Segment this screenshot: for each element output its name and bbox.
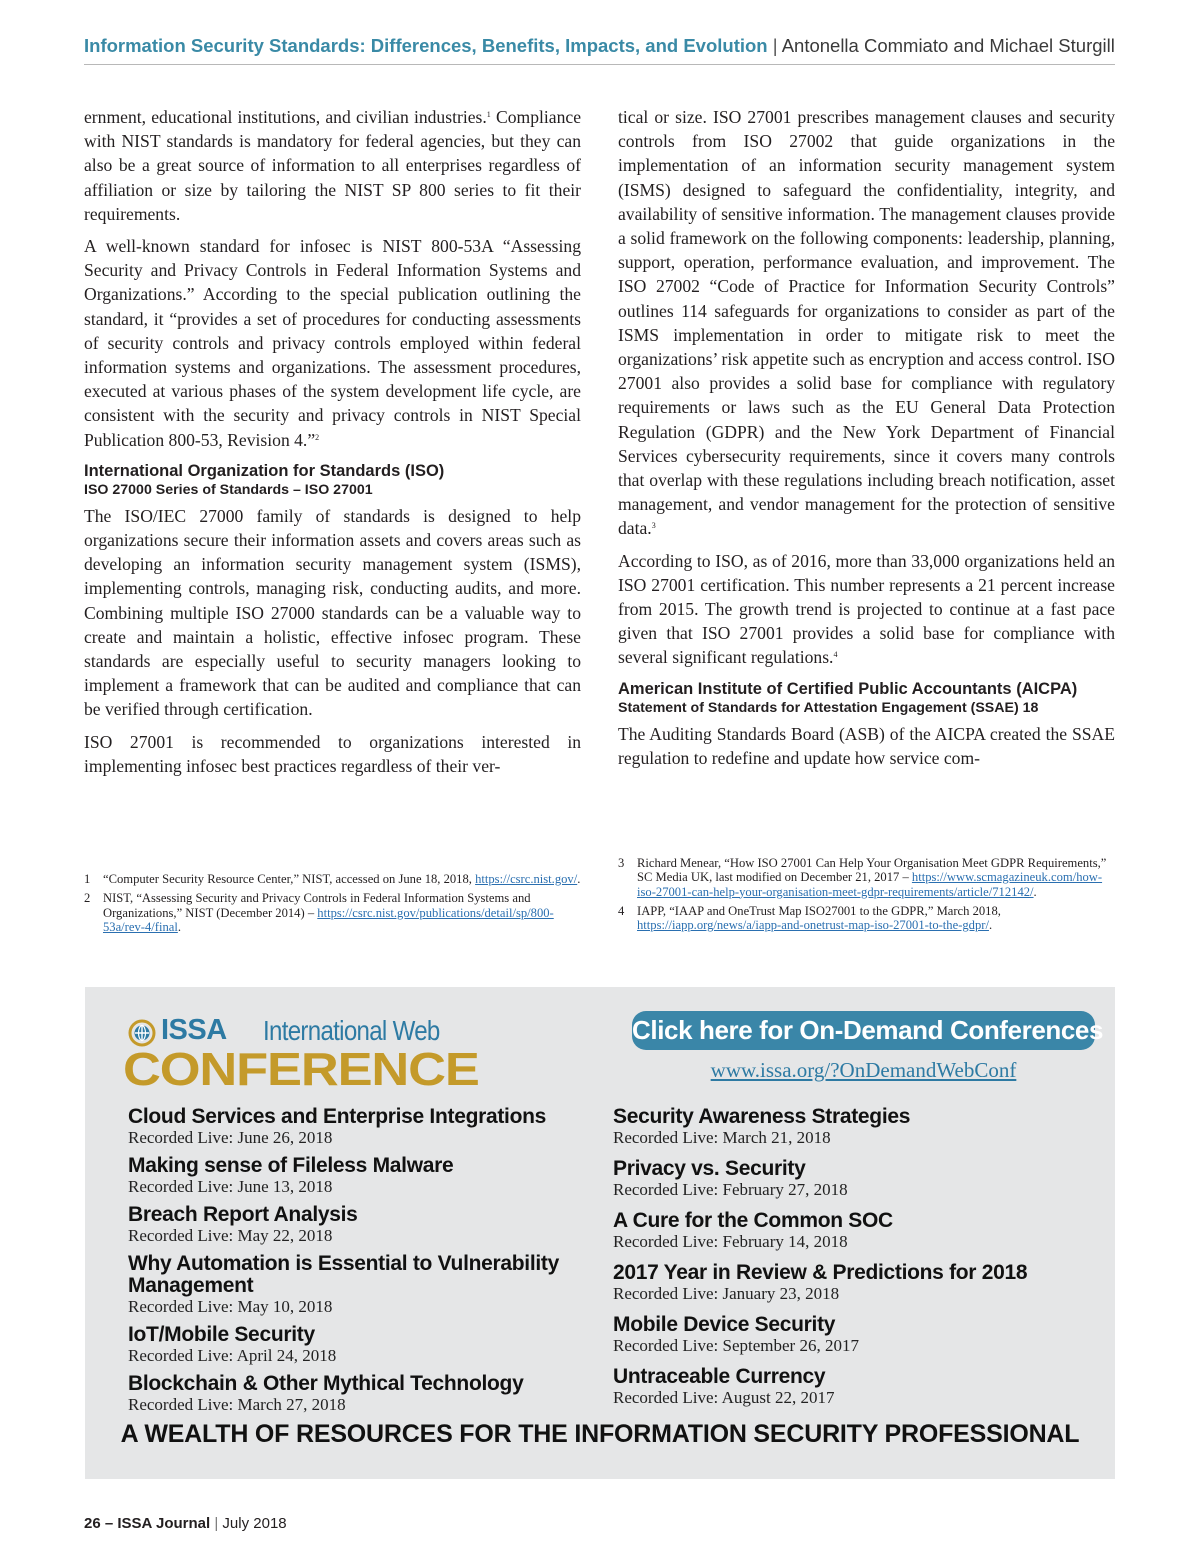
webinar-item[interactable] [613, 1262, 1053, 1303]
webinar-item[interactable] [128, 1204, 568, 1245]
ad-tagline: A WEALTH OF RESOURCES FOR THE INFORMATION SECURITY PROFESSIONAL [120, 1420, 1080, 1448]
header-divider [84, 64, 1115, 65]
paragraph: tical or size. ISO 27001 prescribes management clauses and security controls from ISO 27002 that guide organizations in the implementation of an information security management system (ISMS) designed to safeguard the confidentiality, integrity, and availability of sensitive information. The management clauses provide a solid framework on the following components: leadership, planning, support, operation, performance evaluation, and improvement. The ISO 27002 “Code of Practice for Information Security Controls” outlines 114 safeguards for organizations to consider as part of the ISMS implementation in order to mitigate risk to meet the organizations’ risk appetite such as encryption and access control. ISO 27001 also provides a solid base for compliance with regulatory requirements or laws such as the EU General Data Protection Regulation (GDPR) and the New York Department of Financial Services cybersecurity requirements, since it covers many controls that overlap with these regulations including breach notification, asset management, and vendor management for the protection of sensitive data.$^3$ [618, 107, 1115, 539]
webinar-title: Privacy vs. Security [613, 1157, 806, 1180]
page-label: 26 – ISSA Journal [84, 1515, 211, 1532]
footnote: 4 IAPP, “IAAP and OneTrust Map ISO27001 to the GDPR,” March 2018, https://iapp.org/news/a/iapp-and-onetrust-map-iso-27001-to-the-gdpr/. [618, 903, 1001, 933]
webinar-date: Recorded Live: February 14, 2018 [613, 1232, 848, 1251]
footnote: 2 NIST, “Assessing Security and Privacy Controls in Federal Information Systems and Organizations,” NIST (December 2014) – https://csrc.nist.gov/publications/detail/sp/800-53a/rev-4/final. [84, 891, 554, 934]
running-header [84, 33, 1115, 59]
footnotes-right [618, 856, 1115, 937]
paragraph: According to ISO, as of 2016, more than 33,000 organizations held an ISO 27001 certification. This number represents a 21 percent increase from 2015. The growth trend is projected to continue at a fast pace given that ISO 27001 provides a solid base for compliance with several significant regulations.$^4$ [618, 550, 1115, 668]
webinar-date: Recorded Live: June 26, 2018 [128, 1128, 333, 1147]
webinar-title: Mobile Device Security [613, 1313, 836, 1336]
section-subheading-iso: ISO 27000 Series of Standards – ISO 27001 [84, 481, 373, 498]
webinar-title: Blockchain & Other Mythical Technology [128, 1372, 524, 1395]
issa-conference-logo [123, 1014, 485, 1095]
webinar-title: Cloud Services and Enterprise Integrations [128, 1105, 547, 1128]
issue-date: July 2018 [222, 1515, 287, 1532]
webinar-list-right [613, 1106, 1053, 1418]
webinar-title: Making sense of Fileless Malware [128, 1154, 454, 1177]
footnotes-left [84, 872, 581, 939]
footnote-ref: 4 [833, 650, 838, 660]
footnote-link[interactable]: https://csrc.nist.gov/ [475, 872, 578, 886]
footnote-ref: 1 [486, 110, 491, 119]
logo-international-web-text: International Web [263, 1015, 440, 1046]
paragraph: A well-known standard for infosec is NIST 800-53A “Assessing Security and Privacy Controls in Federal Information Systems and Organizations.” According to the special publication outlining the standard, it “provides a set of procedures for conducting assessments of security controls and privacy controls employed within federal information systems and organizations. The assessment procedures, executed at various phases of the system development life cycle, are consistent with the security and privacy controls in NIST Special Publication 800-53, Revision 4.”$^2$ [84, 236, 581, 450]
left-column [84, 105, 581, 786]
webinar-date: Recorded Live: April 24, 2018 [128, 1346, 337, 1365]
logo-conference-text: CONFERENCE [123, 1043, 479, 1095]
section-heading-aicpa: American Institute of Certified Public Accountants (AICPA) [618, 679, 1078, 698]
webinar-item[interactable] [128, 1106, 568, 1147]
webinar-title: 2017 Year in Review & Predictions for 2018 [613, 1261, 1028, 1284]
paragraph: The ISO/IEC 27000 family of standards is designed to help organizations secure their information assets and covers areas such as developing an information security management system (ISMS), implementing controls, managing risk, conducting audits, and more. Combining multiple ISO 27000 standards can be a valuable way to create and maintain a holistic, effective infosec program. These standards are especially useful to security managers looking to implement a framework that can be audited and compliance that can be verified through certification. [84, 505, 581, 720]
footnote-link[interactable]: https://www.scmagazineuk.com/how-iso-27001-can-help-your-organisation-meet-gdpr-requirements/article/712142/ [637, 870, 1103, 899]
paragraph: ernment, educational institutions, and civilian industries.$^1$ Compliance with NIST standards is mandatory for federal agencies, but they can also be a great source of information to all enterprises regardless of affiliation or size by tailoring the NIST SP 800 series to fit their requirements. [84, 107, 581, 224]
webinar-date: Recorded Live: February 27, 2018 [613, 1180, 848, 1199]
webinar-date: Recorded Live: June 13, 2018 [128, 1177, 333, 1196]
webinar-item[interactable] [128, 1253, 568, 1316]
webinar-item[interactable] [613, 1158, 1053, 1199]
webinar-date: Recorded Live: May 22, 2018 [128, 1226, 333, 1245]
webinar-title: Breach Report Analysis [128, 1203, 358, 1226]
header-separator: | [772, 35, 778, 56]
on-demand-conferences-link[interactable]: www.issa.org/?OnDemandWebConf [710, 1058, 1017, 1082]
webinar-title: Why Automation is Essential to Vulnerability Management [128, 1252, 559, 1297]
header-authors: Antonella Commiato and Michael Sturgill [781, 35, 1115, 56]
webinar-date: Recorded Live: September 26, 2017 [613, 1336, 859, 1355]
footnote-ref: 3 [651, 521, 656, 531]
logo-issa-text: ISSA [161, 1014, 227, 1046]
footnote-ref: 2 [315, 432, 320, 442]
webinar-item[interactable] [128, 1324, 568, 1365]
webinar-item[interactable] [128, 1155, 568, 1196]
webinar-item[interactable] [613, 1314, 1053, 1355]
conference-ad [85, 987, 1115, 1479]
page-footer [84, 1515, 287, 1532]
footnote: 3 Richard Menear, “How ISO 27001 Can Help Your Organisation Meet GDPR Requirements,” SC Media UK, last modified on December 21, 2017 – https://www.scmagazineuk.com/how-iso-27001-can-help-your-organisation-meet-gdpr-requirements/article/712142/. [618, 856, 1107, 899]
section-heading-iso: International Organization for Standards (ISO) [84, 461, 445, 480]
on-demand-conferences-button[interactable]: Click here for On-Demand Conferences [632, 1011, 1095, 1050]
footnote-link[interactable]: https://iapp.org/news/a/iapp-and-onetrust-map-iso-27001-to-the-gdpr/ [637, 918, 989, 933]
webinar-title: IoT/Mobile Security [128, 1323, 315, 1346]
webinar-title: Security Awareness Strategies [613, 1105, 911, 1128]
webinar-item[interactable] [613, 1366, 1053, 1407]
webinar-date: Recorded Live: May 10, 2018 [128, 1297, 333, 1316]
webinar-item[interactable] [613, 1210, 1053, 1251]
footer-separator: | [214, 1515, 219, 1532]
webinar-title: Untraceable Currency [613, 1365, 826, 1388]
paragraph: ISO 27001 is recommended to organizations interested in implementing infosec best practices regardless of their ver- [84, 731, 581, 776]
footnote: 1 “Computer Security Resource Center,” NIST, accessed on June 18, 2018, https://csrc.nist.gov/. [84, 872, 581, 886]
paragraph: The Auditing Standards Board (ASB) of the AICPA created the SSAE regulation to redefine and update how service com- [618, 723, 1115, 768]
webinar-date: Recorded Live: August 22, 2017 [613, 1388, 835, 1407]
webinar-date: Recorded Live: March 27, 2018 [128, 1395, 346, 1414]
webinar-item[interactable] [613, 1106, 1053, 1147]
header-title: Information Security Standards: Differences, Benefits, Impacts, and Evolution [84, 35, 768, 56]
webinar-date: Recorded Live: January 23, 2018 [613, 1284, 840, 1303]
webinar-list-left [128, 1106, 568, 1422]
webinar-item[interactable] [128, 1373, 568, 1414]
section-subheading-aicpa: Statement of Standards for Attestation Engagement (SSAE) 18 [618, 699, 1039, 716]
right-column [618, 105, 1115, 778]
webinar-date: Recorded Live: March 21, 2018 [613, 1128, 831, 1147]
webinar-title: A Cure for the Common SOC [613, 1209, 893, 1232]
footnote-link[interactable]: https://csrc.nist.gov/publications/detail/sp/800-53a/rev-4/final [103, 905, 554, 934]
